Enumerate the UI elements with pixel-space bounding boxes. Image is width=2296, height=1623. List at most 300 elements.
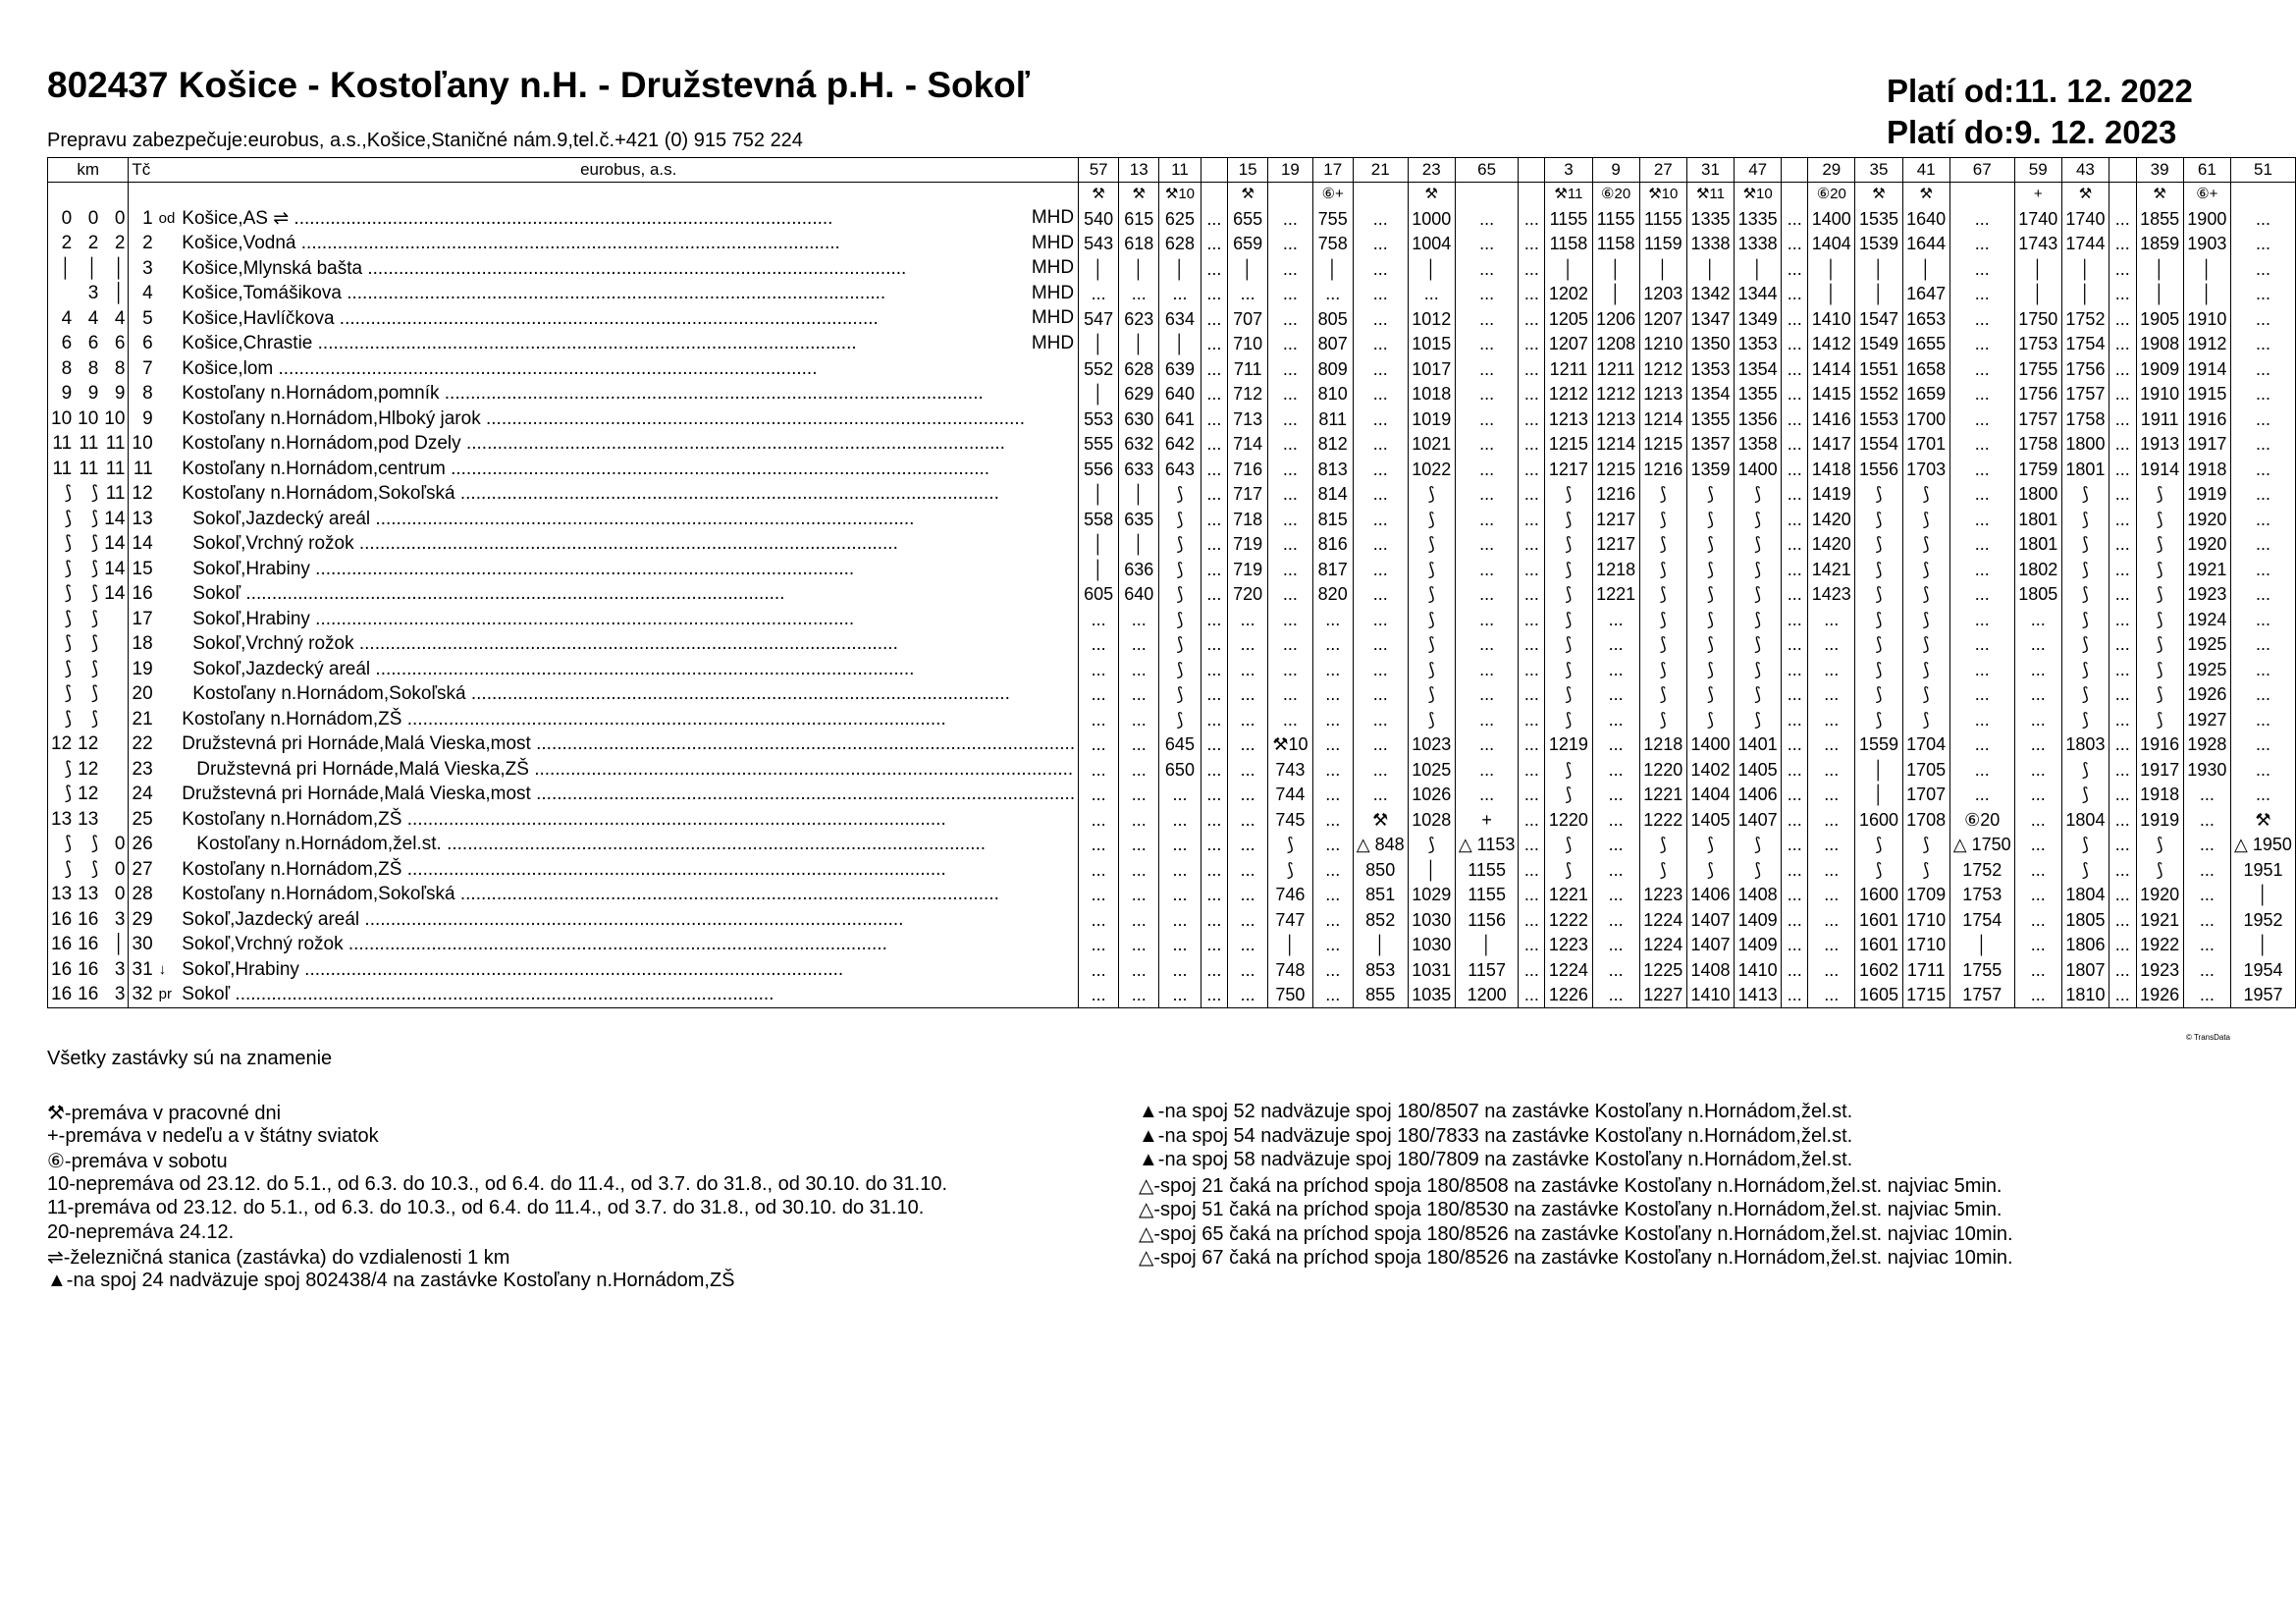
departure-time: 635 — [1119, 507, 1159, 532]
direction-marker — [156, 482, 180, 508]
departure-time: ... — [2230, 256, 2295, 282]
direction-marker — [156, 657, 180, 682]
direction-marker — [156, 282, 180, 307]
km-value: 3 — [101, 983, 129, 1008]
departure-time: 1211 — [1592, 356, 1639, 382]
departure-time: ... — [1159, 282, 1201, 307]
km-value: 0 — [48, 206, 76, 232]
departure-time: ... — [1079, 707, 1119, 732]
km-value: 9 — [87, 383, 99, 405]
departure-time: ⟆ — [1855, 582, 1902, 608]
departure-time: 1019 — [1408, 406, 1455, 432]
stop-label: Sokoľ,Vrchný rožok — [192, 633, 354, 655]
departure-time: 1022 — [1408, 457, 1455, 482]
departure-time: 1804 — [2061, 883, 2109, 908]
departure-time: ... — [1228, 983, 1268, 1008]
departure-time: 1030 — [1408, 933, 1455, 958]
departure-time: 1338 — [1686, 232, 1734, 257]
stop-label: Košice,Mlynská bašta — [182, 257, 363, 279]
legend-note: ▲-na spoj 24 nadväzuje spoj 802438/4 na zastávke Kostoľany n.Hornádom,ZŠ — [47, 1269, 735, 1291]
departure-time: ... — [1228, 607, 1268, 632]
departure-time: ⟆ — [2136, 833, 2183, 858]
departure-time: 1217 — [1592, 507, 1639, 532]
trip-mark: ⚒10 — [1735, 183, 1782, 207]
trip-number: 51 — [2230, 158, 2295, 183]
departure-time: 718 — [1228, 507, 1268, 532]
departure-time: 645 — [1159, 732, 1201, 758]
km-value — [101, 757, 129, 783]
departure-time: ... — [2230, 406, 2295, 432]
departure-time: 1903 — [2183, 232, 2230, 257]
departure-time: ... — [1353, 482, 1408, 508]
km-value: 11 — [105, 433, 126, 455]
departure-time: 1753 — [2014, 332, 2061, 357]
departure-time: ⟆ — [2061, 632, 2109, 658]
departure-time: 1549 — [1855, 332, 1902, 357]
trip-number: 3 — [1545, 158, 1592, 183]
stop-label: Družstevná pri Hornáde,Malá Vieska,most — [182, 784, 531, 805]
departure-time: 1910 — [2183, 306, 2230, 332]
valid-to: Platí do:9. 12. 2023 — [1887, 114, 2177, 150]
departure-time: 1404 — [1808, 232, 1855, 257]
departure-time: ⚒ — [2230, 807, 2295, 833]
departure-time: 1004 — [1408, 232, 1455, 257]
departure-time: 811 — [1312, 406, 1353, 432]
departure-time: ... — [1228, 757, 1268, 783]
stop-suffix: MHD — [1031, 332, 1075, 353]
departure-time: ⟆ — [1902, 657, 1949, 682]
km-value: ⟆ — [90, 558, 99, 579]
departure-time: ⟆ — [1545, 783, 1592, 808]
departure-time: ... — [2014, 657, 2061, 682]
departure-time: 1927 — [2183, 707, 2230, 732]
departure-time: ... — [2109, 557, 2137, 582]
departure-time: ... — [1455, 732, 1519, 758]
legend-note: ▲-na spoj 52 nadväzuje spoj 180/8507 na zastávke Kostoľany n.Hornádom,žel.st. — [1139, 1101, 1853, 1122]
departure-time: 1028 — [1408, 807, 1455, 833]
departure-time: ... — [1949, 356, 2014, 382]
departure-time: 1155 — [1455, 857, 1519, 883]
stop-sequence: 9 — [129, 406, 156, 432]
departure-time: 1356 — [1735, 406, 1782, 432]
departure-time: ... — [1949, 332, 2014, 357]
departure-time: 642 — [1159, 432, 1201, 458]
stop-label: Kostoľany n.Hornádom,Hlboký jarok — [182, 407, 481, 429]
direction-marker: pr — [156, 983, 180, 1008]
departure-time: 1214 — [1639, 406, 1686, 432]
departure-time: ... — [2183, 833, 2230, 858]
departure-time: 748 — [1268, 957, 1312, 983]
departure-time: ... — [2230, 783, 2295, 808]
departure-time: ... — [1519, 632, 1545, 658]
departure-time: ... — [1353, 232, 1408, 257]
departure-time: ... — [1228, 933, 1268, 958]
departure-time: ... — [1782, 657, 1808, 682]
leader-dots: ........................................................................................................ — [230, 984, 774, 1005]
km-value: 9 — [114, 383, 126, 405]
departure-time: ... — [1782, 282, 1808, 307]
departure-time: 1909 — [2136, 356, 2183, 382]
departure-time: 1359 — [1686, 457, 1734, 482]
departure-time: 1918 — [2183, 457, 2230, 482]
table-row — [48, 833, 2296, 858]
departure-time: ⟆ — [2061, 657, 2109, 682]
departure-time: ⟆ — [1408, 682, 1455, 708]
departure-time: ... — [2109, 957, 2137, 983]
stop-sequence: 16 — [129, 582, 156, 608]
km-value: ⟆ — [48, 557, 76, 582]
departure-time: ... — [1519, 406, 1545, 432]
departure-time: ... — [1455, 332, 1519, 357]
direction-marker: od — [158, 209, 176, 227]
departure-time: ... — [1312, 933, 1353, 958]
departure-time: ... — [1949, 607, 2014, 632]
departure-time: │ — [1686, 256, 1734, 282]
departure-time: ... — [1782, 256, 1808, 282]
departure-time: 1647 — [1902, 282, 1949, 307]
direction-marker: ↓ — [158, 960, 167, 978]
departure-time: 1350 — [1686, 332, 1734, 357]
departure-time: 1000 — [1408, 206, 1455, 232]
departure-time: ... — [1808, 957, 1855, 983]
departure-time: 1801 — [2014, 532, 2061, 558]
departure-time: ⟆ — [1408, 582, 1455, 608]
departure-time: │ — [1408, 857, 1455, 883]
stop-sequence: 11 — [129, 457, 156, 482]
departure-time: 547 — [1079, 306, 1119, 332]
departure-time: ⟆ — [1408, 532, 1455, 558]
departure-time: 1342 — [1686, 282, 1734, 307]
departure-time: 1410 — [1735, 957, 1782, 983]
departure-time: ... — [1119, 632, 1159, 658]
departure-time: ... — [2183, 783, 2230, 808]
km-value: 4 — [114, 307, 126, 329]
stop-name — [179, 833, 1078, 858]
departure-time: ... — [2109, 933, 2137, 958]
departure-time: ... — [1808, 732, 1855, 758]
stop-name — [179, 857, 1078, 883]
departure-time: ... — [2109, 682, 2137, 708]
departure-time: 1018 — [1408, 382, 1455, 407]
departure-time: ... — [1079, 957, 1119, 983]
departure-time: ⟆ — [2061, 582, 2109, 608]
valid-from: Platí od:11. 12. 2022 — [1887, 73, 2193, 109]
departure-time: ... — [2109, 432, 2137, 458]
trip-mark: + — [2014, 183, 2061, 207]
direction-marker — [156, 432, 180, 458]
departure-time: 710 — [1228, 332, 1268, 357]
departure-time: 1754 — [2061, 332, 2109, 357]
departure-time: 1156 — [1455, 907, 1519, 933]
departure-time: 630 — [1119, 406, 1159, 432]
departure-time: ... — [1228, 833, 1268, 858]
stop-name — [179, 557, 1078, 582]
departure-time: 634 — [1159, 306, 1201, 332]
departure-time: ⟆ — [1545, 482, 1592, 508]
departure-time: │ — [2061, 282, 2109, 307]
departure-time: 852 — [1353, 907, 1408, 933]
departure-time: ⟆ — [1735, 632, 1782, 658]
departure-time: 1915 — [2183, 382, 2230, 407]
stop-sequence: 6 — [129, 332, 156, 357]
departure-time: ... — [2183, 807, 2230, 833]
departure-time: 1216 — [1592, 482, 1639, 508]
departure-time: ⟆ — [1159, 482, 1201, 508]
departure-time: 1224 — [1639, 933, 1686, 958]
km-value: ⟆ — [90, 483, 99, 505]
departure-time: ... — [1808, 933, 1855, 958]
departure-time: 1355 — [1735, 382, 1782, 407]
departure-time: 1409 — [1735, 907, 1782, 933]
departure-time: │ — [1312, 256, 1353, 282]
departure-time: 1021 — [1408, 432, 1455, 458]
departure-time: ... — [1201, 983, 1228, 1008]
departure-time: ... — [2109, 406, 2137, 432]
departure-time: ... — [2109, 457, 2137, 482]
departure-time: ... — [1079, 933, 1119, 958]
departure-time: ⟆ — [1159, 607, 1201, 632]
departure-time: ... — [1592, 857, 1639, 883]
departure-time: ... — [1519, 732, 1545, 758]
leader-dots: ........................................................................................................ — [295, 233, 840, 254]
departure-time: ... — [1079, 983, 1119, 1008]
km-value: ⟆ — [90, 683, 99, 705]
departure-time: ... — [1353, 757, 1408, 783]
departure-time: △ 1950 — [2230, 833, 2295, 858]
departure-time: 1210 — [1639, 332, 1686, 357]
departure-time: 640 — [1159, 382, 1201, 407]
trip-number: 19 — [1268, 158, 1312, 183]
departure-time: 1801 — [2061, 457, 2109, 482]
departure-time: 553 — [1079, 406, 1119, 432]
departure-time: ... — [1949, 382, 2014, 407]
departure-time: │ — [1159, 256, 1201, 282]
departure-time: ... — [1455, 457, 1519, 482]
km-value: ⟆ — [90, 583, 99, 605]
trip-mark — [1455, 183, 1519, 207]
departure-time: 1221 — [1639, 783, 1686, 808]
departure-time: ... — [1201, 907, 1228, 933]
km-value: ⟆ — [90, 858, 99, 880]
departure-time: ... — [1592, 607, 1639, 632]
departure-time: ... — [2230, 532, 2295, 558]
departure-time: ... — [1592, 883, 1639, 908]
table-row — [48, 406, 2296, 432]
departure-time: ... — [1949, 732, 2014, 758]
stop-sequence: 1 — [129, 206, 156, 232]
km-value: ⟆ — [48, 582, 76, 608]
trip-number: 47 — [1735, 158, 1782, 183]
km-value: 10 — [104, 407, 126, 429]
departure-time: ... — [2109, 757, 2137, 783]
direction-marker — [156, 933, 180, 958]
departure-time: 1407 — [1686, 907, 1734, 933]
departure-time: ... — [1408, 282, 1455, 307]
departure-time: 1710 — [1902, 907, 1949, 933]
departure-time: ... — [1201, 532, 1228, 558]
departure-time: ... — [1312, 957, 1353, 983]
departure-time: 1954 — [2230, 957, 2295, 983]
departure-time: │ — [1949, 933, 2014, 958]
departure-time: ... — [1312, 707, 1353, 732]
departure-time: ⟆ — [1735, 507, 1782, 532]
departure-time: 1908 — [2136, 332, 2183, 357]
departure-time: 1755 — [1949, 957, 2014, 983]
departure-time: ... — [1159, 907, 1201, 933]
km-value: 13 — [48, 883, 76, 908]
departure-time: 1347 — [1686, 306, 1734, 332]
leader-dots: ........................................................................................................ — [240, 583, 785, 605]
km-value: │ — [113, 934, 126, 955]
departure-time: ... — [2014, 632, 2061, 658]
km-value: ⟆ — [90, 708, 99, 730]
km-value — [101, 732, 129, 758]
leader-dots: ........................................................................................................ — [309, 558, 855, 579]
departure-time: ... — [1119, 907, 1159, 933]
departure-time: 1015 — [1408, 332, 1455, 357]
departure-time: ... — [1312, 833, 1353, 858]
table-row — [48, 256, 2296, 282]
departure-time: 650 — [1159, 757, 1201, 783]
departure-time: ⑥20 — [1949, 807, 2014, 833]
table-row — [48, 783, 2296, 808]
departure-time: ⟆ — [1686, 707, 1734, 732]
departure-time: ... — [1201, 206, 1228, 232]
stop-name — [179, 607, 1078, 632]
departure-time: 1400 — [1735, 457, 1782, 482]
departure-time: ... — [1312, 632, 1353, 658]
km-value: ⟆ — [90, 608, 99, 629]
departure-time: ... — [1782, 356, 1808, 382]
departure-time: ... — [1268, 482, 1312, 508]
page-title: 802437 Košice - Kostoľany n.H. - Družstevná p.H. - Sokoľ — [47, 65, 1031, 105]
departure-time: 625 — [1159, 206, 1201, 232]
table-row — [48, 907, 2296, 933]
departure-time: 814 — [1312, 482, 1353, 508]
departure-time: ... — [1353, 632, 1408, 658]
departure-time: ... — [2109, 707, 2137, 732]
departure-time: 1226 — [1545, 983, 1592, 1008]
departure-time: ... — [1519, 983, 1545, 1008]
departure-time: ... — [1592, 657, 1639, 682]
km-value: ⟆ — [48, 657, 76, 682]
departure-time: 1420 — [1808, 532, 1855, 558]
departure-time: 1913 — [2136, 432, 2183, 458]
departure-time: ... — [2230, 457, 2295, 482]
departure-time: 812 — [1312, 432, 1353, 458]
departure-time: ... — [2109, 582, 2137, 608]
trip-mark: ⑥20 — [1808, 183, 1855, 207]
departure-time: ... — [1808, 757, 1855, 783]
departure-time: 1601 — [1855, 907, 1902, 933]
departure-time: ... — [1519, 933, 1545, 958]
stop-name — [179, 632, 1078, 658]
departure-time: ⟆ — [1686, 482, 1734, 508]
departure-time: 1703 — [1902, 457, 1949, 482]
departure-time: ... — [1353, 582, 1408, 608]
table-row — [48, 282, 2296, 307]
departure-time: ... — [1079, 783, 1119, 808]
departure-time: ... — [1808, 833, 1855, 858]
departure-time: ⟆ — [1639, 682, 1686, 708]
trip-number: 35 — [1855, 158, 1902, 183]
departure-time: ... — [1519, 883, 1545, 908]
stop-sequence: 15 — [129, 557, 156, 582]
departure-time: ... — [1228, 732, 1268, 758]
departure-time: │ — [1228, 256, 1268, 282]
departure-time: ... — [1201, 582, 1228, 608]
departure-time: ... — [1268, 607, 1312, 632]
departure-time: ... — [1455, 682, 1519, 708]
departure-time: 716 — [1228, 457, 1268, 482]
departure-time: 745 — [1268, 807, 1312, 833]
km-value: 11 — [79, 458, 99, 479]
departure-time: │ — [1079, 382, 1119, 407]
departure-time: 813 — [1312, 457, 1353, 482]
departure-time: │ — [1408, 256, 1455, 282]
direction-marker — [156, 232, 180, 257]
km-value: ⟆ — [48, 707, 76, 732]
departure-time: ... — [1201, 682, 1228, 708]
departure-time: 1221 — [1545, 883, 1592, 908]
departure-time: 1155 — [1639, 206, 1686, 232]
km-value: 8 — [114, 357, 126, 379]
km-value: ⟆ — [48, 532, 76, 558]
direction-marker — [156, 332, 180, 357]
departure-time: ... — [1228, 707, 1268, 732]
departure-time: ... — [1782, 607, 1808, 632]
departure-time: 1952 — [2230, 907, 2295, 933]
stop-label: Sokoľ — [192, 583, 241, 605]
departure-time: 1757 — [2061, 382, 2109, 407]
trip-mark: ⚒ — [1228, 183, 1268, 207]
stop-label: Družstevná pri Hornáde,Malá Vieska,most — [182, 733, 531, 755]
departure-time: 1715 — [1902, 983, 1949, 1008]
departure-time: ... — [1312, 883, 1353, 908]
stop-sequence: 14 — [129, 532, 156, 558]
table-row — [48, 983, 2296, 1008]
departure-time: ... — [2183, 857, 2230, 883]
departure-time: ... — [1312, 857, 1353, 883]
departure-time: 1756 — [2061, 356, 2109, 382]
departure-time: ... — [2230, 657, 2295, 682]
km-value: 0 — [87, 207, 99, 229]
departure-time: │ — [2136, 282, 2183, 307]
departure-time: 636 — [1119, 557, 1159, 582]
leader-dots: ........................................................................................................ — [309, 608, 855, 629]
departure-time: 1918 — [2136, 783, 2183, 808]
departure-time: ... — [1201, 557, 1228, 582]
departure-time: ... — [1949, 457, 2014, 482]
departure-time: 1740 — [2014, 206, 2061, 232]
stop-label: Košice,Chrastie — [182, 333, 313, 354]
departure-time: ... — [1808, 682, 1855, 708]
departure-time: 1752 — [1949, 857, 2014, 883]
departure-time: 1218 — [1592, 557, 1639, 582]
trip-mark — [2230, 183, 2295, 207]
departure-time: ... — [1782, 983, 1808, 1008]
stop-label: Kostoľany n.Hornádom,Sokoľská — [182, 884, 455, 905]
departure-time: 1212 — [1592, 382, 1639, 407]
departure-time: ... — [1519, 306, 1545, 332]
departure-time: ... — [1455, 632, 1519, 658]
departure-time: │ — [1079, 482, 1119, 508]
departure-time: ... — [1455, 707, 1519, 732]
leader-dots: ........................................................................................................ — [445, 458, 990, 479]
departure-time: ... — [1782, 232, 1808, 257]
stop-sequence: 4 — [129, 282, 156, 307]
departure-time: ... — [1782, 732, 1808, 758]
